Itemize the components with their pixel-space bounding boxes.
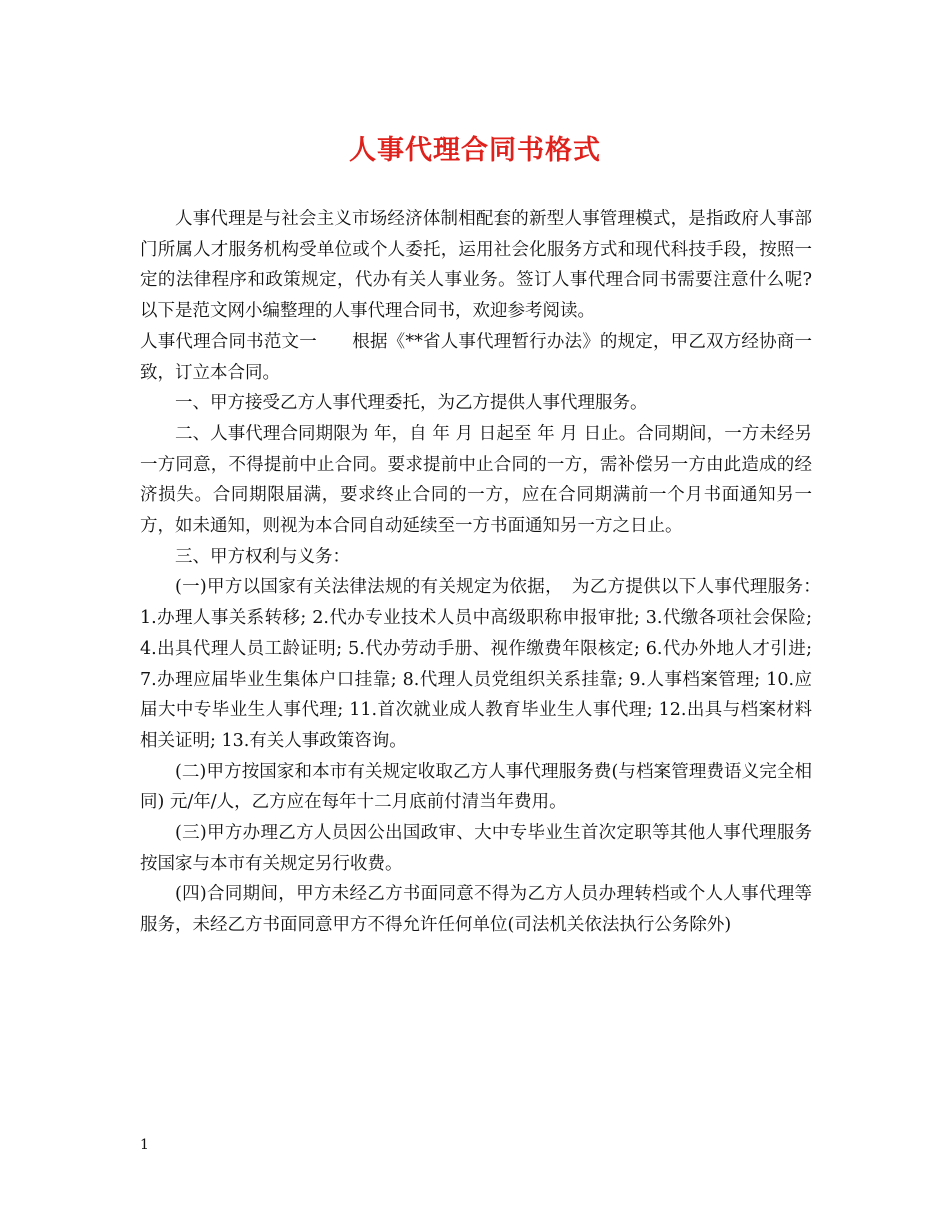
clause-2-paragraph: 二、人事代理合同期限为 年，自 年 月 日起至 年 月 日止。合同期间，一方未经另一方同意，不得提前中止合同。要求提前中止合同的一方，需补偿另一方由此造成的经济损失。合同期限届满，要求终止合同的一方，应在合同期满前一个月书面通知另一方，如未通知，则视为本合同自动延续至一方书面通知另一方之日止。	[140, 423, 812, 537]
document-body	[140, 204, 830, 941]
clause-3-item-1: (一)甲方以国家有关法律法规的有关规定为依据， 为乙方提供以下人事代理服务： 1.办理人事关系转移; 2.代办专业技术人员中高级职称申报审批; 3.代缴各项社会保险; 4.出具代理人员工龄证明; 5.代办劳动手册、视作缴费年限核定; 6.代办外地人才引进; 7.办理应届毕业生集体户口挂靠; 8.代理人员党组织关系挂靠; 9.人事档案管理; 10.应届大中专毕业生人事代理; 11.首次就业成人教育毕业生人事代理; 12.出具与档案材料相关证明; 13.有关人事政策咨询。	[140, 577, 830, 751]
page-number: 1	[140, 1137, 149, 1153]
intro-paragraph: 人事代理是与社会主义市场经济体制相配套的新型人事管理模式，是指政府人事部门所属人才服务机构受单位或个人委托，运用社会化服务方式和现代科技手段，按照一定的法律程序和政策规定，代办有关人事业务。签订人事代理合同书需要注意什么呢?以下是范文网小编整理的人事代理合同书，欢迎参考阅读。	[140, 209, 812, 322]
clause-3-item-3: (三)甲方办理乙方人员因公出国政审、大中专毕业生首次定职等其他人事代理服务按国家与本市有关规定另行收费。	[140, 823, 812, 874]
page-title: 人事代理合同书格式	[349, 135, 601, 166]
clause-3-heading: 三、甲方权利与义务：	[175, 546, 350, 567]
clause-3-item-2: (二)甲方按国家和本市有关规定收取乙方人事代理服务费(与档案管理费语义完全相同) 元/年/人，乙方应在每年十二月底前付清当年费用。	[140, 761, 812, 813]
clause-3-item-4: (四)合同期间，甲方未经乙方书面同意不得为乙方人员办理转档或个人人事代理等服务，未经乙方书面同意甲方不得允许任何单位(司法机关依法执行公务除外)	[140, 884, 812, 936]
sample-heading-paragraph: 人事代理合同书范文一 根据《**省人事代理暂行办法》的规定，甲乙双方经协商一致，订立本合同。	[140, 331, 812, 383]
clause-1-paragraph: 一、甲方接受乙方人事代理委托，为乙方提供人事代理服务。	[175, 393, 648, 414]
